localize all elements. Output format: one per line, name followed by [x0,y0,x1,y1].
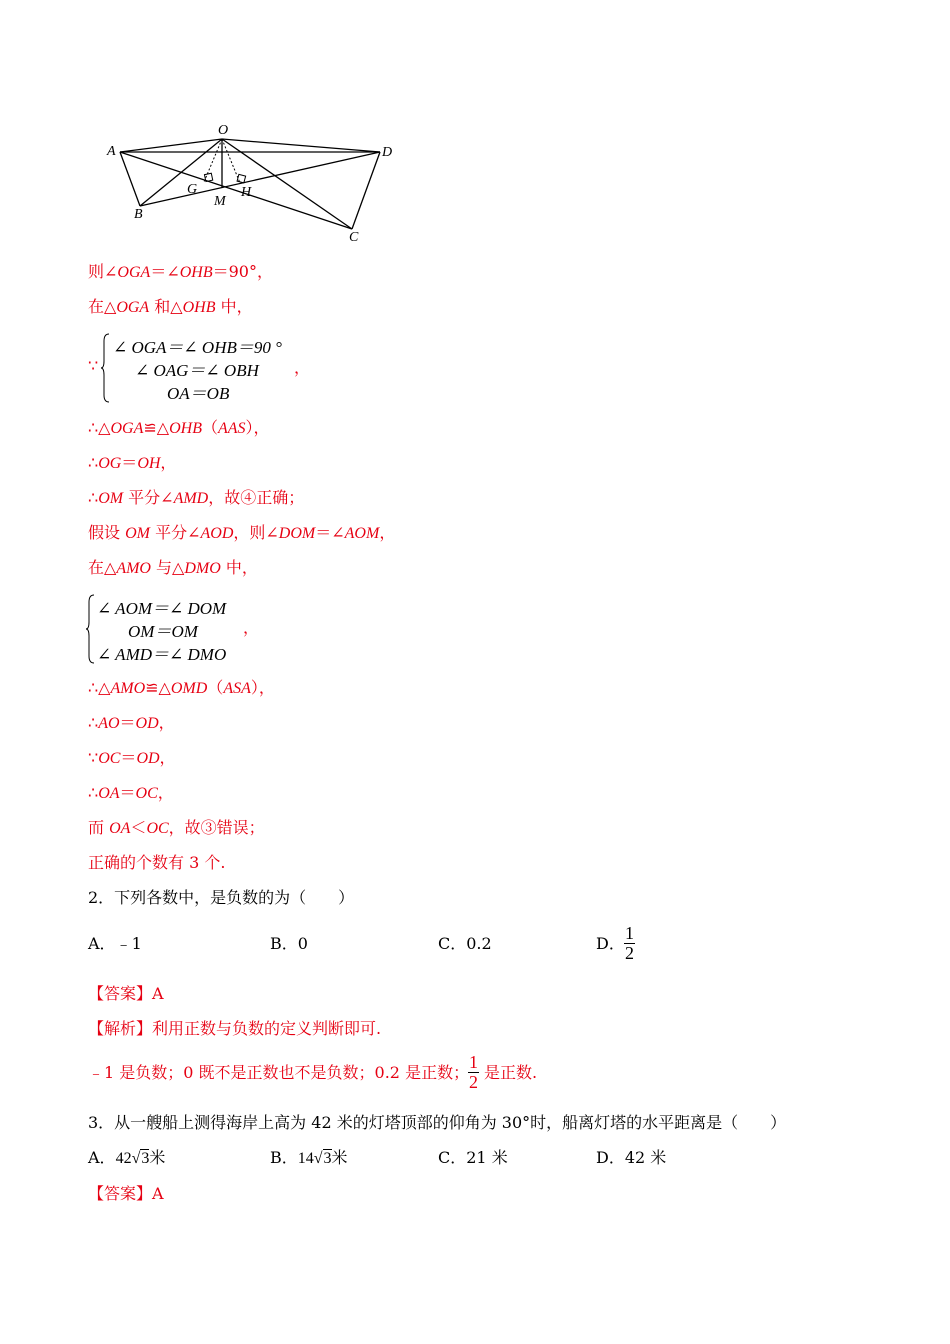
solution-line-12: 而 OA＜OC，故③错误； [88,818,265,837]
q2-detail: ﹣1 是负数；0 既不是正数也不是负数；0.2 是正数； [88,1063,470,1082]
q2-stem: 2．下列各数中，是负数的为（ ） [88,888,355,907]
label-M: M [214,194,226,209]
solution-line-10: ∵OC＝OD， [88,748,176,767]
system-2-row-1: ∠ AOM＝∠ DOM [97,599,227,618]
solution-line-9: ∴AO＝OD， [88,713,175,732]
solution-line-11: ∴OA＝OC， [88,783,174,802]
q2-answer: 【答案】A [88,984,164,1003]
label-H: H [241,185,252,200]
geometry-figure [100,118,410,246]
q3-option-d: D．42 米 [596,1148,667,1167]
system-1-comma: ， [294,358,311,377]
label-D: D [382,145,393,160]
solution-line-13: 正确的个数有 3 个. [88,853,226,872]
solution-line-1: 则∠OGA＝∠OHB＝90°， [88,262,273,281]
system-2-row-2: OM＝OM [128,622,198,641]
brace-1 [101,333,111,403]
q2-option-d-label: D． [596,934,625,953]
label-B: B [134,207,143,222]
q3-option-a: A．42√3米 [88,1148,166,1167]
label-G: G [187,182,198,197]
q2-detail-end: 是正数. [484,1063,538,1082]
q2-analysis: 【解析】利用正数与负数的定义判断即可. [88,1019,382,1038]
q2-option-a: A．﹣1 [88,934,142,953]
q2-option-c: C．0.2 [438,934,492,953]
solution-line-6: 假设 OM 平分∠AOD，则∠DOM＝∠AOM， [88,523,396,542]
solution-line-3: ∴△OGA≌△OHB（AAS）， [88,418,270,437]
q3-stem: 3．从一艘船上测得海岸上高为 42 米的灯塔顶部的仰角为 30°时，船离灯塔的水平距离是（ ） [88,1113,787,1132]
solution-line-2: 在△OGA 和△OHB 中， [88,297,253,316]
system-1-row-3: OA＝OB [167,384,230,403]
system-2-row-3: ∠ AMD＝∠ DMO [97,645,227,664]
solution-line-8: ∴△AMO≌△OMD（ASA）， [88,678,275,697]
q3-option-c: C．21 米 [438,1148,508,1167]
q2-detail-fraction: $\frac{1}{2}$ [469,1052,478,1092]
q3-option-b: B．14√3米 [270,1148,348,1167]
label-A: A [107,144,116,159]
system-1-row-2: ∠ OAG＝∠ OBH [135,361,259,380]
because-symbol: ∵ [88,356,99,375]
solution-line-4: ∴OG＝OH， [88,453,177,472]
system-2-comma: ， [243,618,260,637]
q3-answer: 【答案】A [88,1184,164,1203]
solution-line-7: 在△AMO 与△DMO 中， [88,558,258,577]
solution-line-5: ∴OM 平分∠AMD，故④正确； [88,488,305,507]
system-1-row-1: ∠ OGA＝∠ OHB＝90 ° [113,338,282,357]
label-O: O [218,123,229,138]
label-C: C [349,230,359,245]
brace-2 [86,594,96,664]
q2-option-b: B．0 [270,934,308,953]
q2-option-d-fraction: $\frac{1}{2}$ [625,923,634,963]
